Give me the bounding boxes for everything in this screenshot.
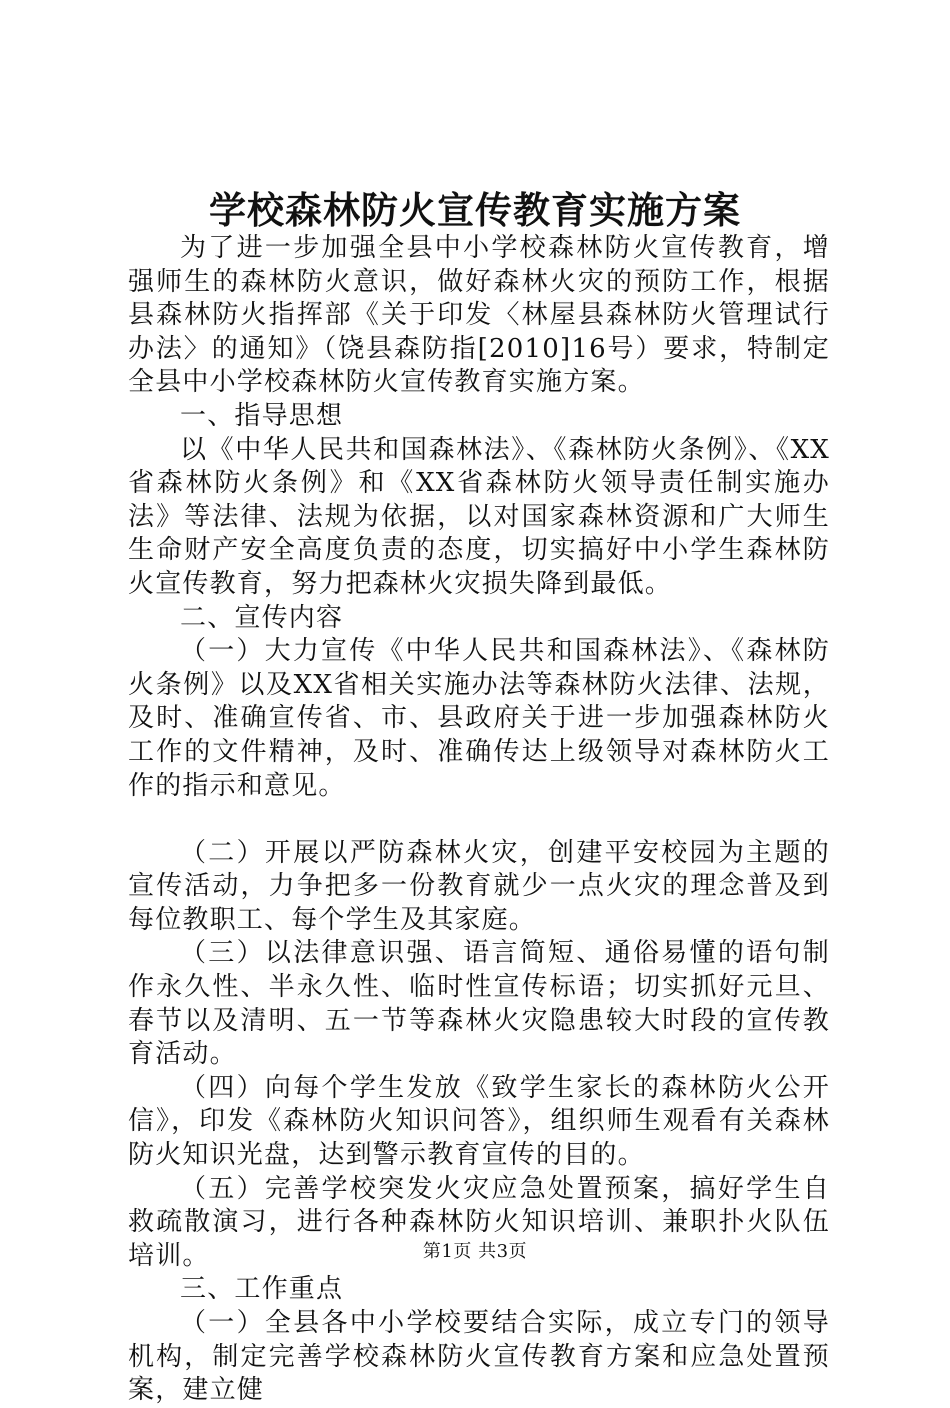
paragraph-content-5: （五）完善学校突发火灾应急处置预案，搞好学生自救疏散演习，进行各种森林防火知识培训、兼职扑火队伍培训。 [128, 1173, 830, 1271]
paragraph-content-2: （二）开展以严防森林火灾，创建平安校园为主题的宣传活动，力争把多一份教育就少一点火灾的理念普及到每位教职工、每个学生及其家庭。 [128, 837, 830, 935]
document-body [128, 232, 830, 1408]
paragraph-intro: 为了进一步加强全县中小学校森林防火宣传教育，增强师生的森林防火意识，做好森林火灾的预防工作，根据县森林防火指挥部《关于印发〈林屋县森林防火管理试行办法〉的通知》（饶县森防指[2010]16号）要求，特制定全县中小学校森林防火宣传教育实施方案。 [128, 233, 830, 398]
section-heading-1: 一、指导思想 [180, 400, 344, 431]
section-heading-3: 三、工作重点 [180, 1274, 344, 1305]
paragraph-content-4: （四）向每个学生发放《致学生家长的森林防火公开信》，印发《森林防火知识问答》，组织师生观看有关森林防火知识光盘，达到警示教育宣传的目的。 [128, 1072, 830, 1171]
document-title: 学校森林防火宣传教育实施方案 [209, 188, 741, 232]
page-number: 第1页 共3页 [422, 1241, 528, 1262]
paragraph-content-1: （一）大力宣传《中华人民共和国森林法》、《森林防火条例》以及XX省相关实施办法等森林防火法律、法规，及时、准确宣传省、市、县政府关于进一步加强森林防火工作的文件精神，及时、准确传达上级领导对森林防火工作的指示和意见。 [128, 636, 830, 801]
paragraph-focus-1: （一）全县各中小学校要结合实际，成立专门的领导机构，制定完善学校森林防火宣传教育方案和应急处置预案，建立健 [128, 1308, 830, 1406]
paragraph-content-3: （三）以法律意识强、语言简短、通俗易懂的语句制作永久性、半永久性、临时性宣传标语；切实抓好元旦、春节以及清明、五一节等森林火灾隐患较大时段的宣传教育活动。 [128, 938, 830, 1070]
paragraph-guiding-thought: 以《中华人民共和国森林法》、《森林防火条例》、《XX省森林防火条例》和《XX省森林防火领导责任制实施办法》等法律、法规为依据，以对国家森林资源和广大师生生命财产安全高度负责的态度，切实搞好中小学生森林防火宣传教育，努力把森林火灾损失降到最低。 [128, 434, 830, 599]
section-heading-2: 二、宣传内容 [180, 602, 344, 633]
